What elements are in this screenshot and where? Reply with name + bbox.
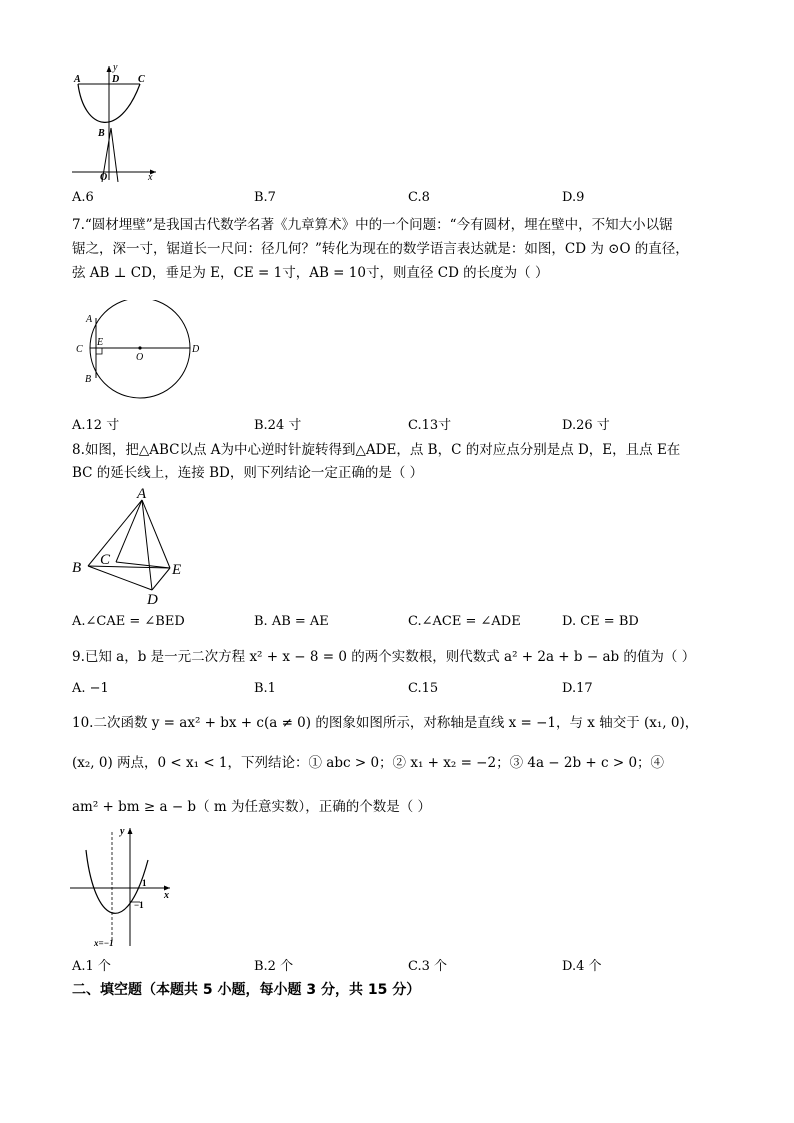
q6-figure xyxy=(64,60,164,182)
q9-option-a: A. −1 xyxy=(72,681,109,696)
label-A: A xyxy=(74,74,81,85)
label-x: x xyxy=(164,890,169,901)
label-C: C xyxy=(138,74,145,85)
label-E: E xyxy=(97,337,104,348)
q7-circle-figure xyxy=(70,300,210,400)
label-B: B xyxy=(72,560,82,576)
q10-option-d: D.4 个 xyxy=(562,959,602,974)
q10-option-b: B.2 个 xyxy=(254,959,294,974)
label-A: A xyxy=(86,314,93,325)
label-D: D xyxy=(112,74,120,85)
section-2-heading: 二、填空题（本题共 5 小题，每小题 3 分，共 15 分） xyxy=(72,982,421,998)
label-C: C xyxy=(76,344,83,355)
q8-triangle-figure xyxy=(66,484,196,610)
label-B: B xyxy=(98,128,105,139)
label-D: D xyxy=(147,592,158,608)
q8-option-b: B. AB = AE xyxy=(254,614,329,629)
q8-option-a: A.∠CAE = ∠BED xyxy=(72,614,185,629)
label-C: C xyxy=(100,552,111,568)
q10-text-line-2: (x₂, 0) 两点，0 < x₁ < 1，下列结论：① abc > 0；② x₁ + x₂ = −2；③ 4a − 2b + c > 0；④ xyxy=(72,755,665,771)
label-O: O xyxy=(100,172,108,182)
q9-option-c: C.15 xyxy=(408,681,439,696)
q8-option-d: D. CE = BD xyxy=(562,614,639,629)
q7-option-c: C.13寸 xyxy=(408,418,452,433)
q9-text-line-1: 9.已知 a，b 是一元二次方程 x² + x − 8 = 0 的两个实数根，则代数式 a² + 2a + b − ab 的值为（ ） xyxy=(72,649,696,665)
label-O: O xyxy=(136,352,144,363)
q7-option-b: B.24 寸 xyxy=(254,418,302,433)
label-one: 1 xyxy=(142,878,147,888)
label-x: x xyxy=(148,172,153,182)
q8-text-line-1: 8.如图，把△ABC以点 A为中心逆时针旋转得到△ADE，点 B，C 的对应点分别是点 D，E，且点 E在 xyxy=(72,442,681,458)
q6-option-d: D.9 xyxy=(562,190,585,205)
label-y: y xyxy=(120,826,125,837)
q8-text-line-2: BC 的延长线上，连接 BD，则下列结论一定正确的是（ ） xyxy=(72,465,424,481)
label-symmetry-axis: x=−1 xyxy=(94,938,114,948)
q10-option-c: C.3 个 xyxy=(408,959,448,974)
label-E: E xyxy=(172,562,182,578)
q8-option-c: C.∠ACE = ∠ADE xyxy=(408,614,521,629)
label-B: B xyxy=(85,374,92,385)
q7-text-line-3: 弦 AB ⊥ CD，垂足为 E，CE = 1寸，AB = 10寸，则直径 CD 的长度为（ ） xyxy=(72,265,549,281)
label-D: D xyxy=(192,344,200,355)
q9-option-b: B.1 xyxy=(254,681,276,696)
label-y: y xyxy=(113,62,118,73)
q10-option-a: A.1 个 xyxy=(72,959,111,974)
q6-option-c: C.8 xyxy=(408,190,430,205)
q10-text-line-3: am² + bm ≥ a − b（ m 为任意实数），正确的个数是（ ） xyxy=(72,799,432,815)
q7-option-a: A.12 寸 xyxy=(72,418,120,433)
label-A: A xyxy=(137,486,147,502)
q7-text-line-1: 7.“圆材埋壁”是我国古代数学名著《九章算术》中的一个问题：“今有圆材，埋在壁中，不知大小以锯 xyxy=(72,217,673,233)
q10-text-line-1: 10.二次函数 y = ax² + bx + c(a ≠ 0) 的图象如图所示，对称轴是直线 x = −1，与 x 轴交于 (x₁, 0)， xyxy=(72,715,699,731)
q6-option-b: B.7 xyxy=(254,190,276,205)
q9-option-d: D.17 xyxy=(562,681,593,696)
q7-option-d: D.26 寸 xyxy=(562,418,610,433)
q10-parabola-figure xyxy=(66,822,182,950)
label-neg-one: −1 xyxy=(134,900,144,910)
q6-option-a: A.6 xyxy=(72,190,94,205)
q7-text-line-2: 锯之，深一寸，锯道长一尺问：径几何？”转化为现在的数学语言表达就是：如图，CD 为 ⊙O 的直径， xyxy=(72,241,689,257)
